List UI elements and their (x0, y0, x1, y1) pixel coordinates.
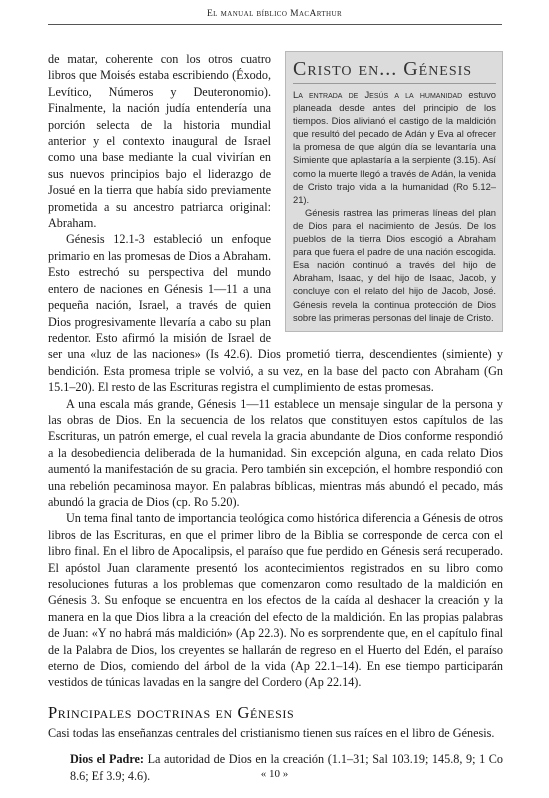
sidebar-lead: La entrada de Jesús a la humanidad (293, 89, 463, 100)
section-heading: Principales doctrinas en Génesis (48, 702, 295, 722)
sidebar-title: Cristo en... Génesis (293, 58, 496, 84)
sidebar-paragraph-2: Génesis rastrea las primeras líneas del plan de Dios para el nacimiento de Jesús. De los pueblos de la tierra Dios escogió a Abraham para que fuera el padre de una nación escogida. Esa nación continuó a través del hijo de Abraham, Isaac, y del hijo de Isaac, Jacob, y concluye con el relato del hijo de Jacob, José. Génesis revela la continua protección de Dios sobre las primeras personas del linaje de Cristo. (293, 206, 496, 323)
body-paragraph-3: A una escala más grande, Génesis 1—11 establece un mensaje singular de la persona y las obras de Dios. En la secuencia de los relatos que constituyen estos capítulos de las Escrituras, un patrón emerge, el cual revela la gracia abundante de Dios conforme respondió a la desobediencia deliberada de la humanidad. Sin excepción alguna, en cada relato Dios aumentó la manifestación de su gracia. Pero también sin excepción, el hombre respondió con una rebelión pecaminosa mayor. En palabras bíblicas, mientras más abundó el pecado, más abundó la gracia de Dios (cp. Ro 5.20). (48, 396, 503, 509)
running-header: El manual bíblico MacArthur (206, 9, 343, 19)
page-content (48, 51, 503, 784)
body-paragraph-4: Un tema final tanto de importancia teológica como histórica diferencia a Génesis de otros libros de las Escrituras, en que el primer libro de la Biblia se corresponde de cerca con el libro final. En el libro de Apocalipsis, el paraíso que fue perdido en Génesis será recuperado. El apóstol Juan claramente presentó los acontecimientos registrados en su libro como resoluciones futuras a los problemas que comenzaron como resultado de la maldición en Génesis 3. Su enfoque se encuentra en los efectos de la caída al deshacer la creación y la manera en la que Dios libra a la creación del efecto de la maldición. En las propias palabras de Juan: «Y no habrá más maldición» (Ap 22.3). No es sorprendente que, en el capítulo final de la Palabra de Dios, los creyentes se hallarán de regreso en el Huerto del Edén, el paraíso eterno de Dios, comiendo del árbol de la vida (Ap 22.1–14). En ese tiempo participarán vestidos de túnicas lavadas en la sangre del Cordero (Ap 22.14). (48, 511, 503, 690)
doctrine-text: La autoridad de Dios en la creación (1.1–31; Sal 103.19; 145.8, 9; 1 Co 8.6; Ef 3.9; 4.6). (70, 752, 503, 783)
body-paragraph-2: Génesis 12.1-3 estableció un enfoque primario en las promesas de Dios a Abraham. Esto estrechó su perspectiva del mundo entero de naciones en Génesis 1—11 a una pequeña nación, Israel, a través de quien Dios progresivamente llevaría a cabo su plan redentor. Esto afirmó la misión de Israel de ser una «luz de las naciones» (Is 42.6). Dios prometió tierra, descendientes (simiente) y bendición. Esta promesa triple se volvió, a su vez, en la base del pacto con Abraham (Gn 15.1–20). El resto de las Escrituras registra el cumplimiento de estas promesas. (48, 232, 503, 395)
sidebar-box (285, 51, 503, 332)
sidebar-paragraph-1-text: estuvo planeada desde antes del principio de los tiempos. Dios alivianó el castigo de la maldición que resultó del pecado de Adán y Eva al ofrecer la promesa de que algún día se levantaría una Simiente que aplastaría a la serpiente (3.15). Así como la muerte llegó a través de Adán, la venida de Cristo trajo vida a la humanidad (Ro 5.12–21). (293, 89, 496, 205)
page-number: « 10 » (260, 768, 289, 780)
sidebar-paragraph-1 (293, 88, 496, 206)
doctrine-term: Dios el Padre: (70, 752, 144, 767)
section-intro: Casi todas las enseñanzas centrales del cristianismo tienen sus raíces en el libro de Génesis. (48, 725, 495, 740)
header-rule (48, 24, 502, 25)
body-paragraph-1: de matar, coherente con los otros cuatro libros que Moisés estaba escribiendo (Éxodo, Levítico, Números y Deuteronomio). Finalmente, la nación judía entendería una porción selecta de la historia mundial anterior y el contexto inaugural de Israel como una base mediante la cual vivirían en sus nuevos principios bajo el liderazgo de Josué en la tierra que había sido previamente prometida a su ancestro patriarca original: Abraham. (48, 52, 271, 231)
